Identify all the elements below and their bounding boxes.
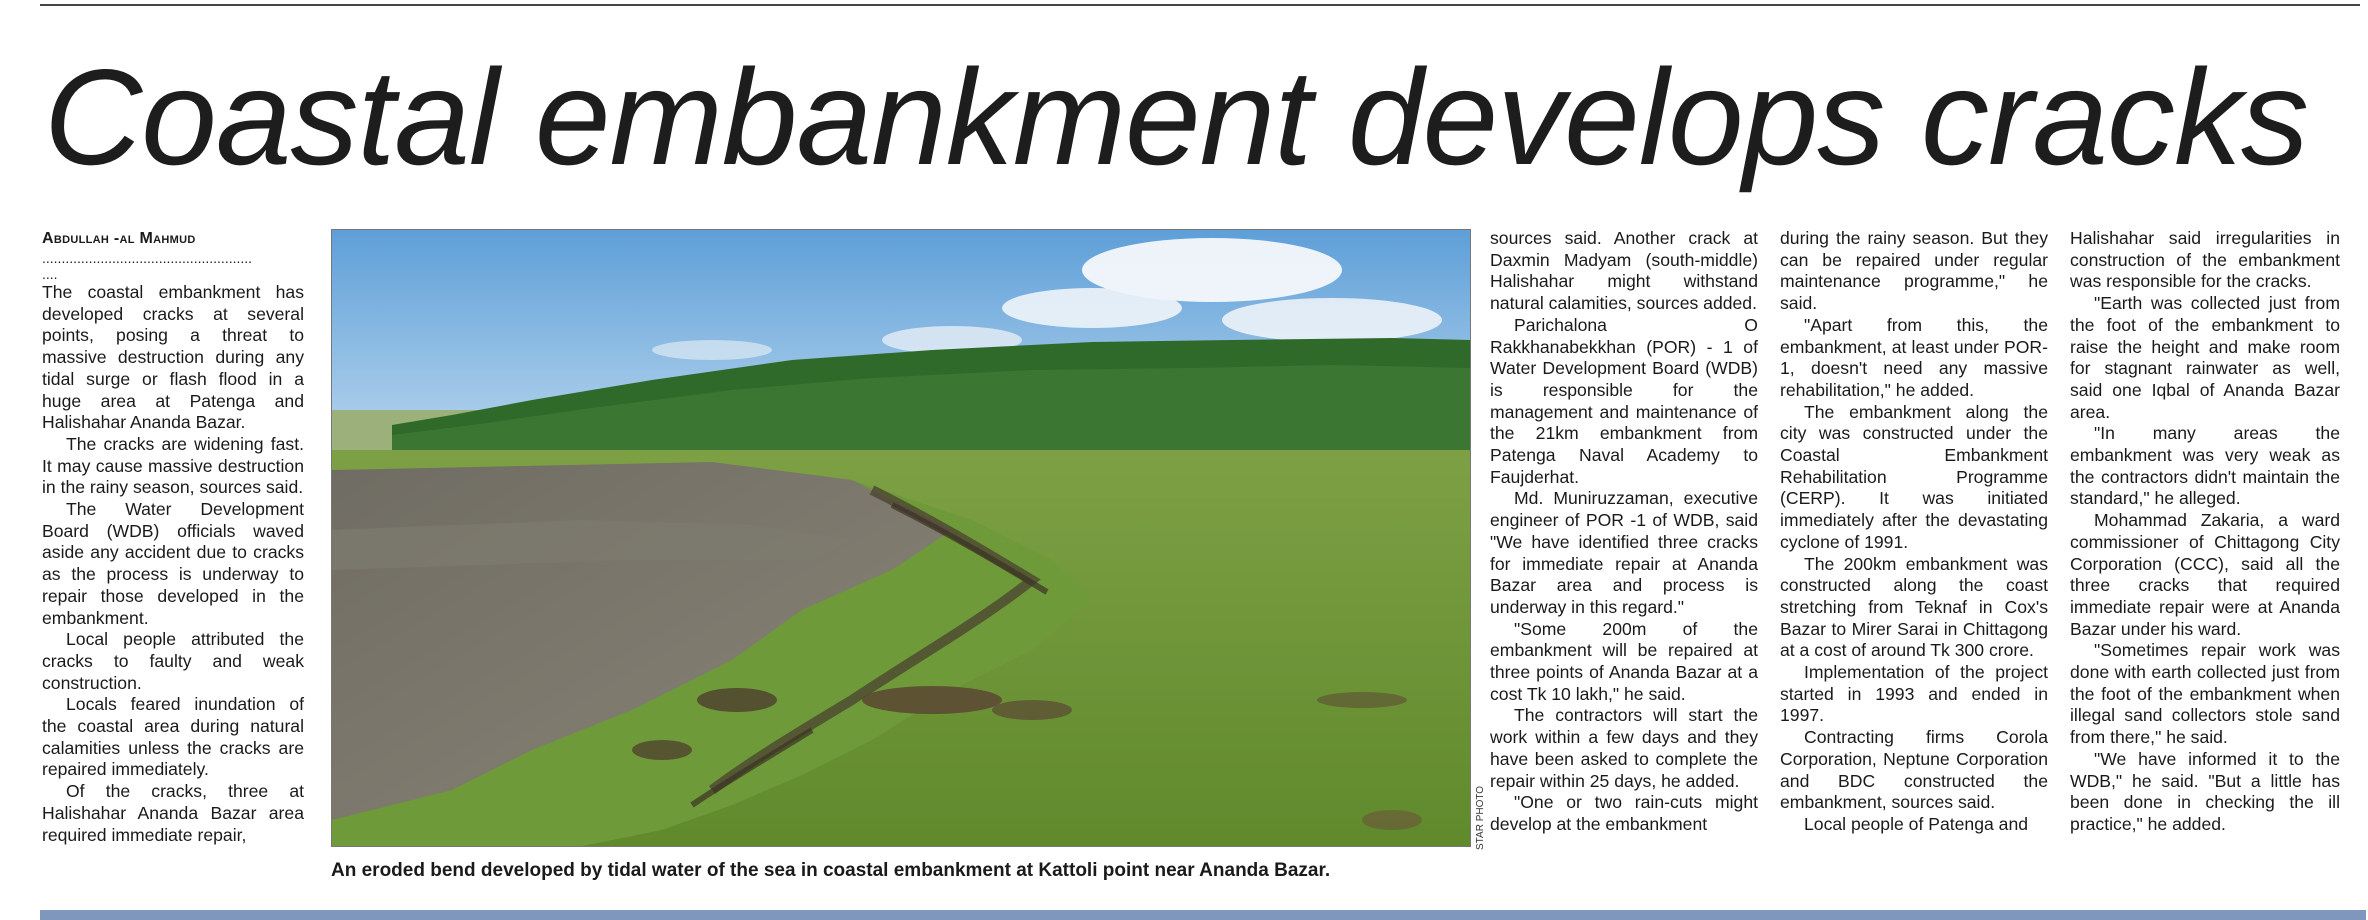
article-column-3	[1780, 228, 2048, 836]
paragraph: "We have informed it to the WDB," he said. "But a little has been done in checking the ill practice," he added.	[2070, 748, 2340, 834]
byline-rule: ......................................................	[42, 250, 253, 266]
paragraph: Mohammad Zakaria, a ward commissioner of Chittagong City Corporation (CCC), said all the three cracks that required immediate repair were at Ananda Bazar under his ward.	[2070, 510, 2340, 639]
paragraph: Parichalona O Rakkhanabekkhan (POR) - 1 of Water Development Board (WDB) is responsible for the management and maintenance of the 21km embankment from Patenga Naval Academy to Faujderhat.	[1490, 314, 1758, 487]
paragraph: Of the cracks, three at Halishahar Ananda Bazar area required immediate repair,	[42, 781, 304, 845]
article-column-4	[2070, 228, 2340, 836]
paragraph: "Earth was collected just from the foot of the embankment to raise the height and make room for stagnant rainwater as well, said one Iqbal of Ananda Bazar area.	[2070, 293, 2340, 422]
paragraph: Contracting firms Corola Corporation, Neptune Corporation and BDC constructed the embankment, sources said.	[1780, 727, 2048, 813]
paragraph: The 200km embankment was constructed along the coast stretching from Teknaf in Cox's Bazar to Mirer Sarai in Chittagong at a cost of around Tk 300 crore.	[1780, 553, 2048, 661]
paragraph: "Some 200m of the embankment will be repaired at three points of Ananda Bazar at a cost Tk 10 lakh," he said.	[1490, 618, 1758, 704]
paragraph: Local people attributed the cracks to faulty and weak construction.	[42, 629, 304, 693]
byline-rule-tail: ....	[42, 266, 58, 282]
paragraph: Local people of Patenga and	[1804, 813, 2029, 834]
bottom-color-band	[40, 910, 2366, 920]
paragraph: "One or two rain-cuts might develop at the embankment	[1490, 792, 1758, 834]
paragraph: The Water Development Board (WDB) officials waved aside any accident due to cracks as the process is underway to repair those developed in the embankment.	[42, 499, 304, 628]
paragraph: "Sometimes repair work was done with earth collected just from the foot of the embankment when illegal sand collectors stole sand from there," he said.	[2070, 640, 2340, 748]
paragraph: sources said. Another crack at Daxmin Madyam (south-middle) Halishahar might withstand natural calamities, sources added.	[1490, 228, 1758, 314]
paragraph: "In many areas the embankment was very weak as the contractors didn't maintain the standard," he alleged.	[2070, 423, 2340, 509]
article-column-2	[1490, 228, 1758, 836]
headline: Coastal embankment develops cracks	[44, 41, 2308, 193]
paragraph: Md. Muniruzzaman, executive engineer of POR -1 of WDB, said "We have identified three cracks for immediate repair at Ananda Bazar area and process is underway in this regard."	[1490, 488, 1758, 617]
byline: Abdullah -al Mahmud	[42, 230, 196, 247]
paragraph: The coastal embankment has developed cracks at several points, posing a threat to massive destruction during any tidal surge or flash flood in a huge area at Patenga and Halishahar Ananda Bazar.	[42, 282, 304, 433]
paragraph: The cracks are widening fast. It may cause massive destruction in the rainy season, sources said.	[42, 433, 304, 498]
top-rule	[40, 4, 2360, 6]
paragraph: during the rainy season. But they can be repaired under regular maintenance programme," he said.	[1780, 228, 2048, 314]
photo-caption: An eroded bend developed by tidal water of the sea in coastal embankment at Kattoli point near Ananda Bazar.	[331, 860, 1331, 881]
paragraph: The embankment along the city was constructed under the Coastal Embankment Rehabilitation Programme (CERP). It was initiated immediately after the devastating cyclone of 1991.	[1780, 401, 2048, 552]
photo-credit: STAR PHOTO	[1475, 785, 1486, 850]
article-column-1	[42, 228, 304, 846]
paragraph: Locals feared inundation of the coastal area during natural calamities unless the cracks are repaired immediately.	[42, 694, 304, 780]
paragraph: The contractors will start the work within a few days and they have been asked to complete the repair within 25 days, he added.	[1490, 705, 1758, 791]
paragraph: Implementation of the project started in 1993 and ended in 1997.	[1780, 662, 2048, 726]
paragraph: Halishahar said irregularities in construction of the embankment was responsible for the cracks.	[2070, 228, 2340, 292]
news-photo-embankment	[331, 229, 1471, 847]
paragraph: "Apart from this, the embankment, at least under POR-1, doesn't need any massive rehabilitation," he added.	[1780, 314, 2048, 400]
